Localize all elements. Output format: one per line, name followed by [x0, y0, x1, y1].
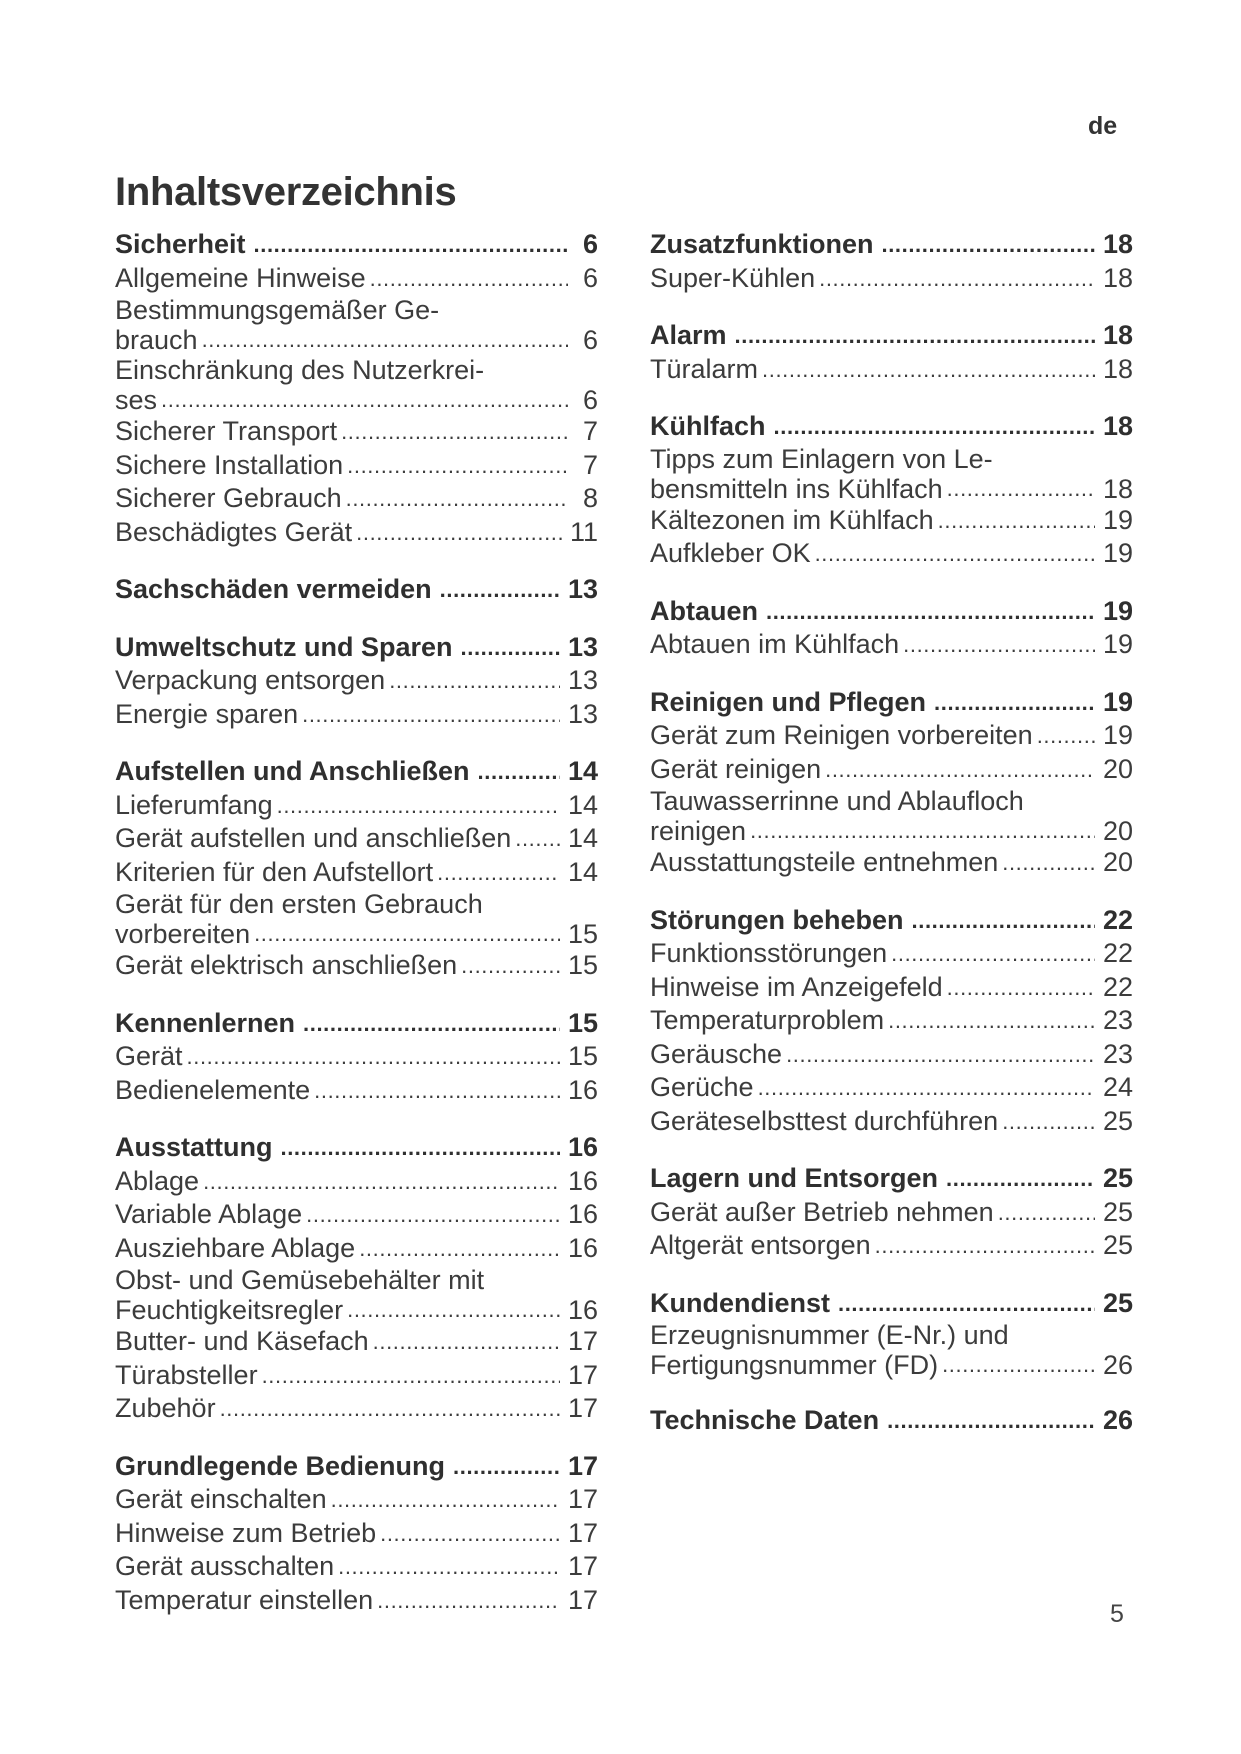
section-page: 17	[567, 1450, 598, 1481]
entry-title: Fertigungsnummer (FD)	[650, 1350, 939, 1380]
dot-leader	[453, 1450, 560, 1484]
section-title: Sachschäden vermeiden	[115, 574, 432, 604]
entry-title: Verpackung entsorgen	[115, 665, 386, 695]
entry-title: Gerät zum Reinigen vorbereiten	[650, 720, 1033, 750]
toc-entry-link[interactable]	[650, 1038, 1133, 1072]
toc-section	[115, 1131, 598, 1426]
entry-page: 17	[567, 1326, 598, 1356]
section-title: Sicherheit	[115, 229, 246, 259]
dot-leader	[341, 415, 568, 449]
section-title: Alarm	[650, 320, 727, 350]
entry-title: Gerät	[115, 1041, 183, 1071]
section-title: Technische Daten	[650, 1405, 880, 1435]
toc-section	[650, 228, 1133, 295]
entry-page: 26	[1102, 1350, 1133, 1380]
dot-leader	[947, 971, 1095, 1005]
section-title: Kundendienst	[650, 1287, 830, 1318]
toc-section	[115, 755, 598, 983]
entry-page: 17	[567, 1517, 598, 1548]
entry-title: Aufkleber OK	[650, 538, 811, 568]
section-title: Grundlegende Bedienung	[115, 1450, 446, 1481]
entry-page: 7	[582, 449, 598, 480]
entry-title: Variable Ablage	[115, 1199, 303, 1229]
toc-entry-link[interactable]	[650, 628, 1133, 662]
entry-title-line1: Obst- und Gemüsebehälter mit	[115, 1265, 485, 1295]
entry-title: Gerät außer Betrieb nehmen	[650, 1196, 994, 1227]
entry-title: Türalarm	[650, 353, 759, 384]
toc-heading-link[interactable]	[115, 755, 598, 789]
dot-leader	[338, 1550, 560, 1584]
toc-heading-link[interactable]	[650, 1162, 1133, 1196]
entry-page: 24	[1102, 1072, 1133, 1102]
toc-entry-link[interactable]	[650, 1196, 1133, 1230]
section-page: 15	[567, 1007, 598, 1038]
toc-heading-link[interactable]	[115, 1007, 598, 1041]
section-title: Ausstattung	[115, 1132, 273, 1162]
entry-page: 14	[567, 856, 598, 887]
toc-column-right	[650, 228, 1133, 1462]
entry-title: Gerät ausschalten	[115, 1551, 335, 1581]
toc-entry-link[interactable]	[115, 856, 598, 890]
toc-entry-link[interactable]	[115, 1517, 598, 1551]
entry-page: 20	[1102, 753, 1133, 784]
dot-leader	[825, 753, 1095, 787]
toc-entry-link[interactable]	[115, 415, 598, 449]
dot-leader	[437, 856, 560, 890]
entry-title: Hinweise zum Betrieb	[115, 1517, 377, 1548]
entry-title: Gerät elektrisch anschließen	[115, 950, 458, 980]
entry-title: Geräusche	[650, 1038, 783, 1069]
dot-leader	[303, 1007, 560, 1041]
toc-entry-link[interactable]	[115, 1265, 598, 1325]
dot-leader	[766, 595, 1095, 629]
entry-page: 22	[1102, 971, 1133, 1002]
toc-section	[115, 228, 598, 549]
entry-page: 7	[582, 416, 598, 446]
section-page: 25	[1102, 1287, 1133, 1318]
entry-title: Sicherer Transport	[115, 416, 338, 446]
entry-title-line1: Einschränkung des Nutzerkrei-	[115, 355, 485, 385]
dot-leader	[187, 1040, 560, 1074]
dot-leader	[440, 573, 560, 607]
toc-heading-link[interactable]	[650, 228, 1133, 262]
entry-page: 16	[567, 1074, 598, 1105]
section-page: 13	[567, 574, 598, 604]
section-page: 18	[1102, 411, 1133, 441]
entry-title: Ablage	[115, 1165, 200, 1196]
entry-title: Altgerät entsorgen	[650, 1230, 871, 1260]
entry-page: 17	[567, 1551, 598, 1581]
toc-section	[650, 319, 1133, 386]
toc-entry-link[interactable]	[115, 1550, 598, 1584]
section-title: Kühlfach	[650, 411, 766, 441]
toc-entry-line2	[650, 1350, 1133, 1380]
entry-page: 19	[1102, 538, 1133, 568]
section-page: 13	[567, 631, 598, 662]
dot-leader	[998, 1196, 1095, 1230]
toc-section	[650, 904, 1133, 1139]
section-title: Kennenlernen	[115, 1007, 296, 1038]
entry-title: Butter- und Käsefach	[115, 1326, 369, 1356]
toc-entry-link[interactable]	[650, 262, 1133, 296]
entry-title: Temperaturproblem	[650, 1005, 885, 1035]
dot-leader	[377, 1584, 560, 1618]
dot-leader	[461, 949, 560, 983]
entry-title: Kältezonen im Kühlfach	[650, 504, 934, 535]
dot-leader	[819, 262, 1095, 296]
entry-page: 15	[567, 919, 598, 949]
dot-leader	[891, 937, 1095, 971]
entry-page: 23	[1102, 1038, 1133, 1069]
dot-leader	[302, 698, 560, 732]
toc-entry-link[interactable]	[115, 516, 598, 550]
entry-page: 16	[567, 1165, 598, 1196]
entry-page: 18	[1102, 473, 1133, 504]
section-page: 19	[1102, 595, 1133, 626]
page-title: Inhaltsverzeichnis	[115, 170, 457, 214]
toc-section	[115, 1007, 598, 1108]
dot-leader	[203, 1165, 560, 1199]
entry-title-line1: Gerät für den ersten Gebrauch	[115, 889, 483, 919]
toc-entry-link[interactable]	[650, 1071, 1133, 1105]
section-page: 22	[1102, 904, 1133, 935]
dot-leader	[254, 919, 560, 949]
dot-leader	[515, 822, 560, 856]
entry-page: 20	[1102, 816, 1133, 846]
toc-heading-link[interactable]	[650, 595, 1133, 629]
dot-leader	[1002, 846, 1095, 880]
toc-entry-link[interactable]	[650, 1105, 1133, 1139]
dot-leader	[346, 482, 568, 516]
toc-section	[115, 631, 598, 732]
toc-entry-link[interactable]	[115, 1040, 598, 1074]
dot-leader	[347, 1295, 560, 1325]
section-page: 26	[1102, 1405, 1133, 1435]
entry-title: Ausziehbare Ablage	[115, 1232, 356, 1263]
toc-entry-link[interactable]	[115, 1325, 598, 1359]
toc-entry-link[interactable]	[115, 1584, 598, 1618]
toc-heading-link[interactable]	[650, 319, 1133, 353]
dot-leader	[389, 664, 560, 698]
toc-entry-link[interactable]	[650, 971, 1133, 1005]
dot-leader	[942, 1350, 1095, 1380]
entry-title: Gerät reinigen	[650, 753, 822, 784]
dot-leader	[380, 1517, 560, 1551]
toc-entry-link[interactable]	[650, 846, 1133, 880]
toc-section	[650, 1404, 1133, 1438]
dot-leader	[887, 1404, 1095, 1438]
toc-heading-link[interactable]	[115, 573, 598, 607]
entry-page: 6	[582, 325, 598, 355]
entry-page: 18	[1102, 262, 1133, 293]
entry-page: 16	[567, 1232, 598, 1263]
entry-page: 17	[567, 1359, 598, 1390]
entry-page: 23	[1102, 1005, 1133, 1035]
toc-section	[115, 1450, 598, 1618]
dot-leader	[347, 449, 568, 483]
dot-leader	[934, 686, 1095, 720]
entry-page: 6	[582, 385, 598, 415]
toc-section	[650, 1287, 1133, 1381]
toc-section	[650, 595, 1133, 662]
toc-entry-line2	[115, 325, 598, 355]
entry-page: 18	[1102, 353, 1133, 384]
dot-leader	[903, 628, 1095, 662]
entry-page: 15	[567, 1041, 598, 1071]
dot-leader	[946, 1162, 1095, 1196]
toc-entry-link[interactable]	[115, 889, 598, 949]
entry-title: ses	[115, 385, 158, 415]
toc-entry-line2	[650, 816, 1133, 846]
section-title: Umweltschutz und Sparen	[115, 631, 453, 662]
toc-entry-link[interactable]	[650, 537, 1133, 571]
entry-page: 16	[567, 1295, 598, 1325]
entry-title: Beschädigtes Gerät	[115, 516, 353, 547]
dot-leader	[912, 904, 1095, 938]
entry-title: Gerät einschalten	[115, 1484, 327, 1514]
entry-page: 25	[1102, 1196, 1133, 1227]
toc-entry-link[interactable]	[115, 664, 598, 698]
toc-entry-link[interactable]	[115, 698, 598, 732]
toc-heading-link[interactable]	[115, 631, 598, 665]
dot-leader	[882, 228, 1095, 262]
dot-leader	[161, 385, 568, 415]
dot-leader	[277, 789, 560, 823]
entry-page: 11	[569, 516, 598, 547]
entry-title: bensmitteln ins Kühlfach	[650, 473, 943, 504]
toc-heading-link[interactable]	[650, 686, 1133, 720]
dot-leader	[838, 1287, 1095, 1321]
toc-entry-link[interactable]	[115, 1165, 598, 1199]
dot-leader	[373, 1325, 560, 1359]
dot-leader	[815, 537, 1095, 571]
toc-entry-link[interactable]	[115, 295, 598, 355]
entry-page: 14	[567, 789, 598, 820]
toc-entry-link[interactable]	[115, 1232, 598, 1266]
entry-title: reinigen	[650, 816, 747, 846]
dot-leader	[262, 1359, 560, 1393]
section-title: Störungen beheben	[650, 904, 904, 935]
dot-leader	[762, 353, 1095, 387]
toc-entry-link[interactable]	[650, 504, 1133, 538]
toc-entry-link[interactable]	[115, 1392, 598, 1426]
toc-entry-link[interactable]	[650, 753, 1133, 787]
dot-leader	[478, 755, 560, 789]
dot-leader	[947, 474, 1095, 504]
section-page: 18	[1102, 229, 1133, 259]
toc-entry-link[interactable]	[115, 262, 598, 296]
entry-title: Türabsteller	[115, 1359, 258, 1390]
dot-leader	[331, 1483, 560, 1517]
dot-leader	[356, 516, 562, 550]
entry-page: 25	[1102, 1105, 1133, 1136]
entry-title: vorbereiten	[115, 919, 251, 949]
toc-entry-link[interactable]	[115, 789, 598, 823]
section-title: Abtauen	[650, 595, 758, 626]
toc-entry-link[interactable]	[115, 1483, 598, 1517]
dot-leader	[1037, 719, 1095, 753]
toc-entry-link[interactable]	[650, 786, 1133, 846]
entry-title-line1: Erzeugnisnummer (E-Nr.) und	[650, 1320, 1009, 1350]
toc-heading-link[interactable]	[650, 1404, 1133, 1438]
entry-page: 25	[1102, 1230, 1133, 1260]
section-title: Reinigen und Pflegen	[650, 686, 927, 717]
dot-leader	[1002, 1105, 1095, 1139]
section-page: 25	[1102, 1163, 1133, 1193]
toc-heading-link[interactable]	[115, 1131, 598, 1165]
toc-entry-link[interactable]	[115, 1359, 598, 1393]
entry-title: Ausstattungsteile entnehmen	[650, 847, 999, 877]
toc-entry-link[interactable]	[650, 937, 1133, 971]
toc-entry-link[interactable]	[115, 949, 598, 983]
entry-title: Funktionsstörungen	[650, 938, 888, 968]
dot-leader	[888, 1004, 1095, 1038]
entry-page: 19	[1102, 504, 1133, 535]
entry-page: 17	[567, 1484, 598, 1514]
dot-leader	[202, 325, 568, 355]
entry-title: Feuchtigkeitsregler	[115, 1295, 344, 1325]
entry-page: 17	[567, 1393, 598, 1423]
entry-page: 6	[582, 262, 598, 293]
toc-section	[115, 573, 598, 607]
dot-leader	[758, 1071, 1095, 1105]
entry-title-line1: Tauwasserrinne und Ablaufloch	[650, 786, 1024, 816]
entry-page: 16	[567, 1199, 598, 1229]
section-title: Zusatzfunktionen	[650, 229, 874, 259]
toc-entry-link[interactable]	[650, 1229, 1133, 1263]
dot-leader	[735, 319, 1095, 353]
section-page: 14	[567, 756, 598, 786]
entry-title: Lieferumfang	[115, 789, 273, 820]
toc-heading-link[interactable]	[650, 410, 1133, 444]
entry-title: Geräteselbsttest durchführen	[650, 1105, 999, 1136]
dot-leader	[750, 816, 1095, 846]
dot-leader	[461, 631, 560, 665]
toc-entry-link[interactable]	[115, 822, 598, 856]
entry-page: 19	[1102, 720, 1133, 750]
toc-entry-link[interactable]	[650, 1004, 1133, 1038]
toc-entry-link[interactable]	[650, 353, 1133, 387]
toc-entry-link[interactable]	[115, 1074, 598, 1108]
entry-page: 13	[567, 698, 598, 729]
entry-title: Temperatur einstellen	[115, 1584, 374, 1615]
entry-title-line1: Tipps zum Einlagern von Le-	[650, 443, 993, 474]
toc-entry-link[interactable]	[115, 1198, 598, 1232]
toc-heading-link[interactable]	[650, 904, 1133, 938]
toc-heading-link[interactable]	[650, 1287, 1133, 1321]
dot-leader	[938, 504, 1095, 538]
entry-page: 15	[567, 950, 598, 980]
toc-heading-link[interactable]	[115, 1450, 598, 1484]
section-page: 6	[582, 229, 598, 259]
dot-leader	[774, 410, 1095, 444]
dot-leader	[306, 1198, 560, 1232]
toc-entry-line2	[115, 919, 598, 949]
toc-entry-link[interactable]	[115, 355, 598, 415]
section-page: 19	[1102, 686, 1133, 717]
section-title: Lagern und Entsorgen	[650, 1163, 939, 1193]
dot-leader	[220, 1392, 560, 1426]
entry-title: Sicherer Gebrauch	[115, 483, 342, 513]
dot-leader	[370, 262, 568, 296]
entry-page: 20	[1102, 847, 1133, 877]
language-code: de	[1088, 112, 1118, 140]
section-page: 18	[1102, 320, 1133, 350]
entry-page: 22	[1102, 938, 1133, 968]
entry-title: brauch	[115, 325, 198, 355]
toc-section	[650, 1162, 1133, 1263]
dot-leader	[314, 1074, 560, 1108]
entry-page: 13	[567, 665, 598, 695]
entry-title: Abtauen im Kühlfach	[650, 629, 900, 659]
entry-title: Gerüche	[650, 1072, 754, 1102]
toc-section	[650, 410, 1133, 571]
toc-entry-line2	[115, 385, 598, 415]
dot-leader	[254, 228, 568, 262]
entry-page: 19	[1102, 629, 1133, 659]
dot-leader	[359, 1232, 560, 1266]
entry-title: Sichere Installation	[115, 449, 344, 480]
section-title: Aufstellen und Anschließen	[115, 756, 470, 786]
toc-entry-link[interactable]	[650, 719, 1133, 753]
entry-page: 17	[567, 1584, 598, 1615]
section-page: 16	[567, 1132, 598, 1162]
entry-title: Allgemeine Hinweise	[115, 262, 366, 293]
toc-entry-line2	[650, 474, 1133, 504]
toc-entry-link[interactable]	[115, 482, 598, 516]
toc-entry-link[interactable]	[650, 1320, 1133, 1380]
entry-title: Super-Kühlen	[650, 262, 816, 293]
toc-entry-link[interactable]	[115, 449, 598, 483]
toc-section	[650, 686, 1133, 880]
entry-title: Energie sparen	[115, 698, 299, 729]
entry-title: Kriterien für den Aufstellort	[115, 856, 434, 887]
entry-title: Bedienelemente	[115, 1074, 311, 1105]
entry-page: 14	[567, 823, 598, 853]
entry-title: Gerät aufstellen und anschließen	[115, 823, 512, 853]
entry-title-line1: Bestimmungsgemäßer Ge-	[115, 295, 440, 325]
entry-page: 8	[582, 483, 598, 513]
entry-title: Zubehör	[115, 1393, 216, 1423]
toc-entry-link[interactable]	[650, 444, 1133, 504]
dot-leader	[281, 1131, 560, 1165]
dot-leader	[786, 1038, 1095, 1072]
dot-leader	[875, 1229, 1095, 1263]
toc-column-left	[115, 228, 598, 1641]
entry-title: Hinweise im Anzeigefeld	[650, 971, 943, 1002]
page-number: 5	[1110, 1600, 1124, 1628]
toc-entry-line2	[115, 1295, 598, 1325]
toc-heading-link[interactable]	[115, 228, 598, 262]
